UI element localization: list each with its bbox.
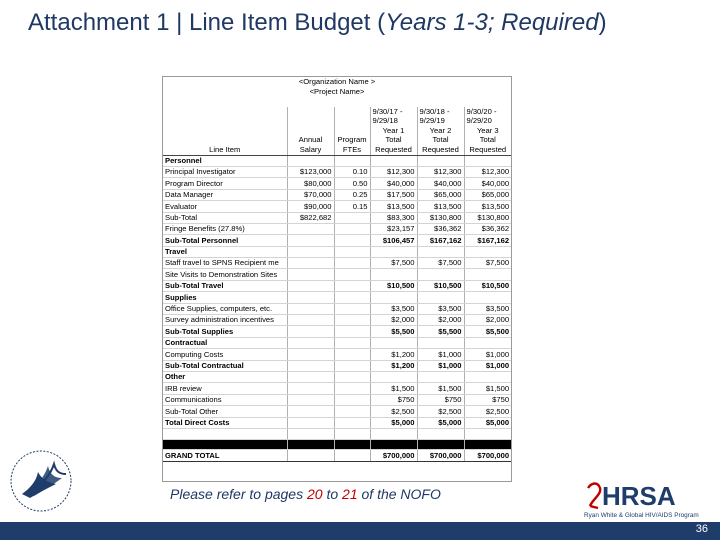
year2-cell: $3,500 [417,303,464,314]
year2-cell: $700,000 [417,450,464,461]
caption-page-end: 21 [342,486,358,502]
year2-cell: $1,000 [417,360,464,371]
line-item-cell: Evaluator [163,201,287,212]
year3-cell [464,269,511,280]
line-item-cell [163,428,287,439]
fte-cell [334,223,370,234]
table-row [163,269,511,280]
year3-cell: $2,000 [464,315,511,326]
year3-cell: $3,500 [464,303,511,314]
budget-header [163,77,511,96]
organization-name: <Organization Name > [298,77,376,86]
salary-cell [287,258,334,269]
year2-cell: $130,800 [417,212,464,223]
salary-cell [287,417,334,428]
fte-cell [334,349,370,360]
salary-cell [287,383,334,394]
year1-cell: $13,500 [370,201,417,212]
year3-cell: $40,000 [464,178,511,189]
salary-cell: $822,682 [287,212,334,223]
line-item-cell: Survey administration incentives [163,315,287,326]
fte-cell [334,406,370,417]
title-close: ) [598,9,607,36]
line-item-cell: Principal Investigator [163,166,287,177]
hrsa-subtitle: Ryan White & Global HIV/AIDS Program [584,512,699,519]
table-row [163,280,511,291]
budget-table [163,77,511,462]
footer-bar [0,522,720,540]
salary-cell: $80,000 [287,178,334,189]
fte-cell [334,212,370,223]
year2-cell: $2,500 [417,406,464,417]
salary-cell [287,440,334,450]
line-item-cell: Supplies [163,292,287,303]
line-item-cell: Total Direct Costs [163,417,287,428]
salary-cell [287,223,334,234]
header-gap [163,96,511,106]
line-item-cell: Sub-Total Contractual [163,360,287,371]
year3-cell: $36,362 [464,223,511,234]
year3-cell [464,440,511,450]
page-number: 36 [695,523,708,535]
table-row [163,394,511,405]
year1-cell: $12,300 [370,166,417,177]
year1-cell [370,269,417,280]
line-item-cell: Sub-Total Personnel [163,235,287,246]
fte-cell [334,292,370,303]
year2-cell: $167,162 [417,235,464,246]
salary-cell [287,394,334,405]
salary-cell [287,360,334,371]
salary-cell [287,406,334,417]
line-item-cell: Program Director [163,178,287,189]
year2-cell: $7,500 [417,258,464,269]
year3-cell: $2,500 [464,406,511,417]
year3-cell [464,428,511,439]
fte-cell [334,326,370,337]
salary-cell [287,246,334,257]
line-item-cell: Communications [163,394,287,405]
year1-cell [370,371,417,382]
salary-cell [287,155,334,166]
table-row [163,166,511,177]
fte-cell [334,440,370,450]
table-row [163,326,511,337]
year2-cell: $12,300 [417,166,464,177]
year1-cell: $2,000 [370,315,417,326]
line-item-cell [163,440,287,450]
line-item-cell: Sub-Total Supplies [163,326,287,337]
fte-cell: 0.15 [334,201,370,212]
fte-cell [334,269,370,280]
year1-cell [370,155,417,166]
title-italic: Years 1-3; Required [385,9,599,36]
year3-cell: $1,500 [464,383,511,394]
year3-cell: $750 [464,394,511,405]
section-row [163,155,511,166]
fte-cell [334,428,370,439]
project-name: <Project Name> [309,86,365,96]
line-item-cell: IRB review [163,383,287,394]
line-item-cell: Fringe Benefits (27.8%) [163,223,287,234]
year3-cell: $700,000 [464,450,511,461]
line-item-cell: Travel [163,246,287,257]
year2-cell [417,337,464,348]
table-row [163,189,511,200]
year1-cell: $2,500 [370,406,417,417]
table-row [163,178,511,189]
year1-cell [370,292,417,303]
year3-cell [464,246,511,257]
section-row [163,246,511,257]
year2-cell: $10,500 [417,280,464,291]
year1-cell: $83,300 [370,212,417,223]
hhs-seal-icon [8,448,74,514]
year2-cell: $40,000 [417,178,464,189]
year1-cell: $5,000 [370,417,417,428]
year1-cell: $1,500 [370,383,417,394]
year3-cell: $167,162 [464,235,511,246]
year2-cell: $2,000 [417,315,464,326]
salary-cell [287,292,334,303]
line-item-cell: Sub-Total Other [163,406,287,417]
year1-cell: $700,000 [370,450,417,461]
salary-cell [287,235,334,246]
fte-cell [334,303,370,314]
year3-cell: $7,500 [464,258,511,269]
period-y3: 9/30/20 - 9/29/20 [464,107,511,126]
year3-cell: $1,000 [464,349,511,360]
table-row [163,417,511,428]
hrsa-logo-icon [582,478,716,520]
salary-cell [287,280,334,291]
table-row [163,440,511,450]
year2-cell [417,428,464,439]
year1-cell: $106,457 [370,235,417,246]
salary-cell: $90,000 [287,201,334,212]
salary-cell [287,371,334,382]
line-item-cell: Office Supplies, computers, etc. [163,303,287,314]
year3-cell [464,371,511,382]
salary-cell [287,303,334,314]
fte-cell [334,360,370,371]
year1-cell [370,428,417,439]
line-item-cell: Sub-Total Travel [163,280,287,291]
year1-cell: $750 [370,394,417,405]
salary-cell [287,349,334,360]
table-row [163,212,511,223]
line-item-cell: Staff travel to SPNS Recipient me [163,258,287,269]
year3-cell [464,337,511,348]
fte-cell [334,394,370,405]
section-row [163,292,511,303]
table-row [163,360,511,371]
year1-cell [370,440,417,450]
table-row [163,223,511,234]
year3-cell: $5,000 [464,417,511,428]
salary-cell [287,326,334,337]
empty-cell [163,107,287,126]
salary-header: Annual Salary [287,126,334,155]
year3-cell: $65,000 [464,189,511,200]
table-row [163,406,511,417]
table-row [163,315,511,326]
section-row [163,337,511,348]
fte-cell [334,315,370,326]
table-row [163,303,511,314]
line-item-cell: Site Visits to Demonstration Sites [163,269,287,280]
salary-cell [287,315,334,326]
year1-cell [370,246,417,257]
line-item-cell: Other [163,371,287,382]
year1-header: Year 1 Total Requested [370,126,417,155]
year3-cell [464,292,511,303]
section-row [163,371,511,382]
table-row [163,349,511,360]
year3-cell: $130,800 [464,212,511,223]
fte-cell: 0.25 [334,189,370,200]
year1-cell: $1,200 [370,360,417,371]
fte-cell [334,155,370,166]
year1-cell [370,337,417,348]
caption-page-start: 20 [306,486,323,502]
empty-cell [334,107,370,126]
table-row [163,258,511,269]
table-row [163,428,511,439]
year2-cell: $750 [417,394,464,405]
year1-cell: $40,000 [370,178,417,189]
grand-total-row [163,450,511,461]
year2-cell: $1,500 [417,383,464,394]
salary-cell [287,428,334,439]
year3-header: Year 3 Total Requested [464,126,511,155]
year2-cell: $1,000 [417,349,464,360]
year3-cell: $5,500 [464,326,511,337]
year2-cell: $36,362 [417,223,464,234]
salary-cell [287,337,334,348]
year1-cell: $7,500 [370,258,417,269]
fte-cell [334,337,370,348]
fte-cell [334,417,370,428]
salary-cell [287,450,334,461]
hrsa-wordmark: HRSA [602,481,676,511]
year2-cell [417,440,464,450]
year3-cell [464,155,511,166]
table-row [163,235,511,246]
budget-table-image [162,76,512,482]
period-y2: 9/30/18 - 9/29/19 [417,107,464,126]
fte-cell [334,280,370,291]
fte-cell [334,258,370,269]
year2-cell [417,269,464,280]
salary-cell: $123,000 [287,166,334,177]
title-text: Attachment 1 | Line Item Budget ( [28,9,386,36]
year2-cell: $5,500 [417,326,464,337]
fte-cell [334,383,370,394]
year1-cell: $17,500 [370,189,417,200]
year1-cell: $5,500 [370,326,417,337]
year3-cell: $13,500 [464,201,511,212]
fte-header: Program FTEs [334,126,370,155]
year2-cell: $65,000 [417,189,464,200]
year1-cell: $1,200 [370,349,417,360]
table-row [163,201,511,212]
line-item-cell: Sub-Total [163,212,287,223]
year1-cell: $23,157 [370,223,417,234]
fte-cell [334,450,370,461]
nofo-caption: Please refer to pages 20 to 21 of the NOFO [170,486,441,502]
line-item-header: Line Item [163,126,287,155]
year2-header: Year 2 Total Requested [417,126,464,155]
salary-cell: $70,000 [287,189,334,200]
fte-cell [334,371,370,382]
year2-cell [417,371,464,382]
table-row [163,383,511,394]
year1-cell: $10,500 [370,280,417,291]
year3-cell: $1,000 [464,360,511,371]
line-item-cell: Data Manager [163,189,287,200]
line-item-cell: Computing Costs [163,349,287,360]
year2-cell: $13,500 [417,201,464,212]
year1-cell: $3,500 [370,303,417,314]
line-item-cell: GRAND TOTAL [163,450,287,461]
fte-cell [334,246,370,257]
year2-cell [417,292,464,303]
year2-cell [417,155,464,166]
line-item-cell: Personnel [163,155,287,166]
slide-title [28,8,628,38]
year2-cell [417,246,464,257]
salary-cell [287,269,334,280]
year3-cell: $12,300 [464,166,511,177]
fte-cell [334,235,370,246]
line-item-cell: Contractual [163,337,287,348]
fte-cell: 0.10 [334,166,370,177]
year2-cell: $5,000 [417,417,464,428]
period-y1: 9/30/17 - 9/29/18 [370,107,417,126]
fte-cell: 0.50 [334,178,370,189]
year3-cell: $10,500 [464,280,511,291]
empty-cell [287,107,334,126]
